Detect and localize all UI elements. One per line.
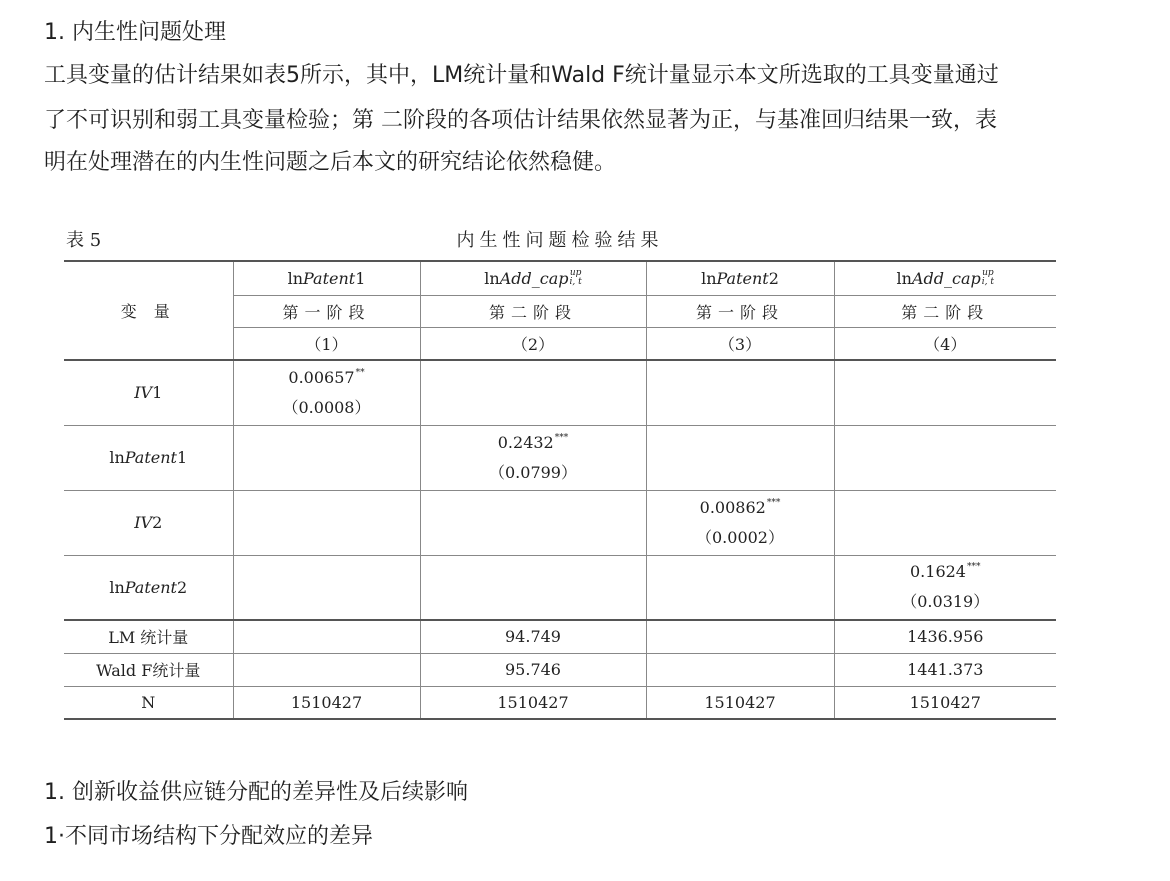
statistic-value: 1510427 [233,686,420,719]
coefficient-row [64,360,1056,425]
statistic-label: LM 统计量 [64,620,233,653]
coefficient-value: 0.00862*** [699,497,781,517]
standard-error: （0.0799） [489,462,577,482]
coefficient-cell [233,555,420,620]
coefficient-cell [646,425,834,490]
significance-stars: ** [355,367,365,378]
coefficient-cell [834,490,1056,555]
coefficient-cell [233,490,420,555]
intro-line-3: 明在处理潜在的内生性问题之后本文的研究结论依然稳健。 [44,150,617,175]
dep-var-header: ln Patent 2 [646,261,834,295]
coefficient-row [64,555,1056,620]
standard-error: （0.0008） [282,397,371,417]
statistic-value: 95.746 [420,653,646,686]
statistic-value [646,620,834,653]
dep-var-header: ln Add_cap up i, t [834,261,1056,295]
statistic-value [233,620,420,653]
coefficient-cell [233,425,420,490]
statistic-value: 1510427 [646,686,834,719]
intro-line-2: 了不可识别和弱工具变量检验；第 二阶段的各项估计结果依然显著为正，与基准回归结果一致，表 [44,108,997,133]
statistic-label: N [64,686,233,719]
coefficient-value: 0.00657** [288,367,365,387]
statistic-value: 94.749 [420,620,646,653]
statistic-value: 1441.373 [834,653,1056,686]
variable-header: 变 量 [64,261,233,360]
row-variable-label: IV 2 [64,490,233,555]
row-variable-label: ln Patent 2 [64,555,233,620]
dep-var-header: ln Patent 1 [233,261,420,295]
subsection-subheading: 1·不同市场结构下分配效应的差异 [44,824,373,849]
section-heading: 1. 内生性问题处理 [44,20,226,45]
coefficient-cell [834,425,1056,490]
coefficient-row [64,490,1056,555]
statistic-row [64,686,1056,719]
stage-header: 第一阶段 [233,295,420,327]
intro-line-1: 工具变量的估计结果如表5所示，其中，LM统计量和Wald F统计量显示本文所选取的工具变量通过 [44,63,999,88]
significance-stars: *** [554,432,569,443]
table-number: 表 5 [66,230,102,251]
stage-header: 第一阶段 [646,295,834,327]
standard-error: （0.0002） [696,527,784,547]
row-variable-label: IV 1 [64,360,233,425]
coefficient-row [64,425,1056,490]
coefficient-cell [646,555,834,620]
row-variable-label: ln Patent 1 [64,425,233,490]
coefficient-value: 0.1624*** [910,562,981,582]
header-row-depvar [64,261,1056,295]
statistic-rows [64,620,1056,719]
table-caption [64,226,1056,252]
statistic-value: 1510427 [420,686,646,719]
column-number: （3） [646,327,834,360]
column-number: （1） [233,327,420,360]
coefficient-cell [233,360,420,425]
coefficient-cell [834,555,1056,620]
statistic-label: Wald F统计量 [64,653,233,686]
column-number: （4） [834,327,1056,360]
statistic-row [64,653,1056,686]
coefficient-cell [420,490,646,555]
dep-var-header: ln Add_cap up i, t [420,261,646,295]
significance-stars: *** [766,497,781,508]
statistic-value [646,653,834,686]
coefficient-cell [420,555,646,620]
column-number: （2） [420,327,646,360]
statistic-value: 1510427 [834,686,1056,719]
coefficient-cell [420,425,646,490]
coefficient-cell [834,360,1056,425]
results-table [64,260,1056,720]
coefficient-rows [64,360,1056,620]
statistic-row [64,620,1056,653]
subsection-heading: 1. 创新收益供应链分配的差异性及后续影响 [44,780,468,805]
stage-header: 第二阶段 [834,295,1056,327]
standard-error: （0.0319） [901,592,990,612]
coefficient-value: 0.2432*** [497,432,569,452]
coefficient-cell [646,490,834,555]
stage-header: 第二阶段 [420,295,646,327]
coefficient-cell [646,360,834,425]
statistic-value [233,653,420,686]
statistic-value: 1436.956 [834,620,1056,653]
significance-stars: *** [966,562,981,573]
table-title: 内生性问题检验结果 [456,230,664,251]
coefficient-cell [420,360,646,425]
